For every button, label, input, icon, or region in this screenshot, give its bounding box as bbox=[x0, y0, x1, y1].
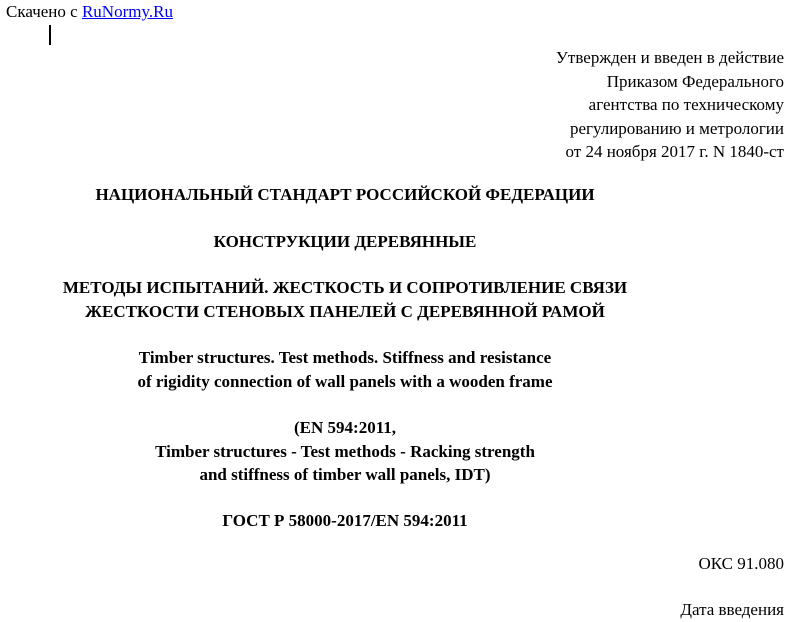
english-title-line: of rigidity connection of wall panels with a wooden frame bbox=[137, 371, 553, 391]
date-of-introduction: Дата введения bbox=[680, 600, 784, 619]
approval-line: от 24 ноября 2017 г. N 1840-ст bbox=[565, 142, 784, 161]
runormy-link[interactable]: RuNormy.Ru bbox=[81, 2, 173, 21]
russian-title-line: ЖЕСТКОСТИ СТЕНОВЫХ ПАНЕЛЕЙ С ДЕРЕВЯННОЙ РАМОЙ bbox=[85, 301, 605, 321]
designation-text: ГОСТ Р 58000-2017/EN 594:2011 bbox=[222, 511, 468, 530]
subject-text: КОНСТРУКЦИИ ДЕРЕВЯННЫЕ bbox=[213, 232, 477, 251]
approval-line: Утвержден и введен в действие bbox=[555, 48, 784, 67]
national-standard-heading bbox=[0, 183, 741, 207]
subject-heading bbox=[0, 230, 741, 254]
oks-code: ОКС 91.080 bbox=[698, 554, 784, 573]
source-line bbox=[6, 2, 173, 22]
approval-block bbox=[556, 46, 784, 164]
english-title-line: Timber structures. Test methods. Stiffness and resistance bbox=[138, 348, 552, 367]
text-cursor bbox=[49, 25, 51, 45]
approval-line: агентства по техническому bbox=[588, 95, 784, 114]
russian-title-line: МЕТОДЫ ИСПЫТАНИЙ. ЖЕСТКОСТЬ И СОПРОТИВЛЕНИЕ СВЯЗИ bbox=[62, 278, 628, 297]
national-standard-text: НАЦИОНАЛЬНЫЙ СТАНДАРТ РОССИЙСКОЙ ФЕДЕРАЦИИ bbox=[95, 185, 595, 204]
source-prefix: Скачено с bbox=[6, 2, 82, 21]
english-title bbox=[0, 346, 741, 393]
en-reference-line: Timber structures - Test methods - Racking strength bbox=[155, 441, 535, 461]
en-reference-line: (EN 594:2011, bbox=[294, 418, 396, 437]
approval-line: регулированию и метрологии bbox=[569, 118, 784, 138]
standard-designation bbox=[0, 509, 741, 533]
russian-title bbox=[0, 276, 741, 323]
en-reference bbox=[0, 416, 741, 487]
approval-line: Приказом Федерального bbox=[606, 71, 784, 91]
en-reference-line: and stiffness of timber wall panels, IDT) bbox=[199, 465, 491, 484]
